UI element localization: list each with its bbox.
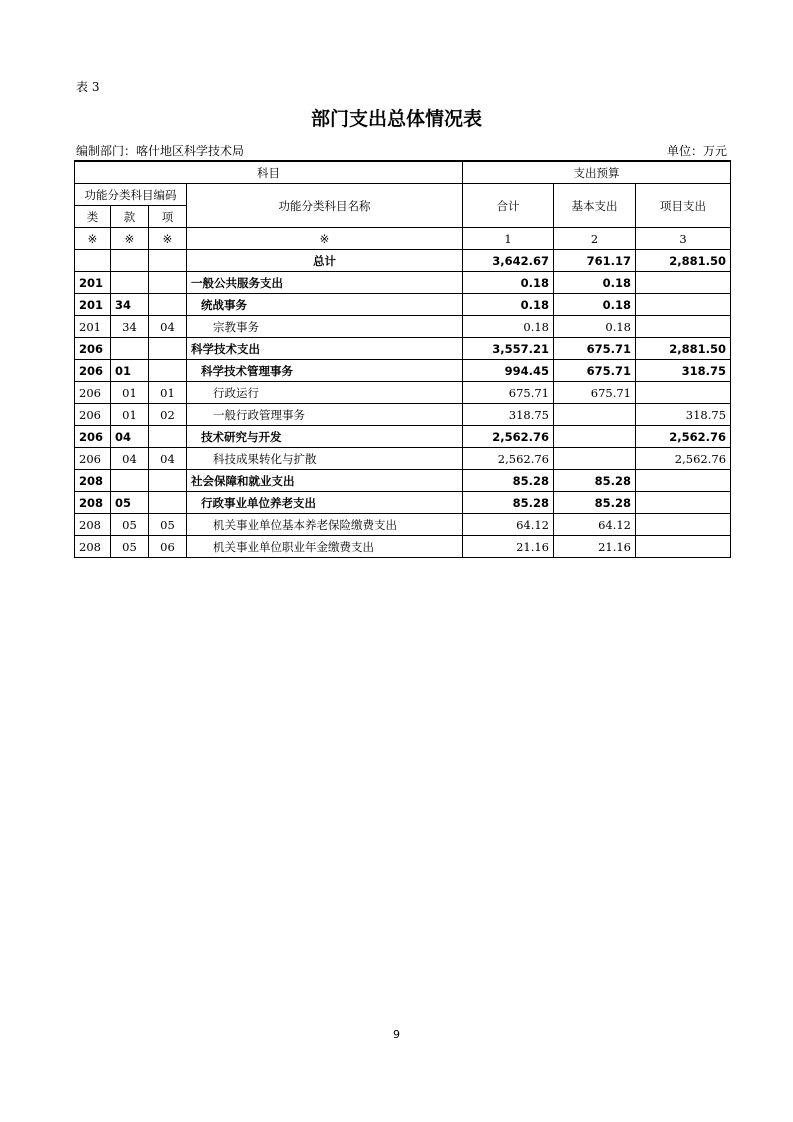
cell-total: 2,562.76 xyxy=(463,448,554,470)
cell-name: 宗教事务 xyxy=(187,316,463,338)
page-number: 9 xyxy=(393,1028,400,1041)
cell-basic xyxy=(554,448,636,470)
cell-xiang xyxy=(149,294,187,316)
cell-kuan: 04 xyxy=(111,448,149,470)
kuan-mark: ※ xyxy=(111,228,149,250)
cell-kuan: 01 xyxy=(111,404,149,426)
basic-header: 基本支出 xyxy=(554,184,636,228)
cell-lei: 201 xyxy=(75,272,111,294)
table-row xyxy=(75,492,731,514)
cell-total: 0.18 xyxy=(463,294,554,316)
table-row xyxy=(75,536,731,558)
cell-basic: 675.71 xyxy=(554,360,636,382)
col-1-index: 1 xyxy=(463,228,554,250)
cell-kuan: 05 xyxy=(111,536,149,558)
cell-name: 科技成果转化与扩散 xyxy=(187,448,463,470)
cell-total: 85.28 xyxy=(463,470,554,492)
cell-total: 2,562.76 xyxy=(463,426,554,448)
table-row xyxy=(75,426,731,448)
cell-lei: 206 xyxy=(75,382,111,404)
table-row xyxy=(75,514,731,536)
cell-total: 0.18 xyxy=(463,316,554,338)
cell-xiang xyxy=(149,338,187,360)
cell-project xyxy=(636,316,731,338)
cell-project xyxy=(636,470,731,492)
xiang-header: 项 xyxy=(149,206,187,228)
cell-total: 85.28 xyxy=(463,492,554,514)
col-3-index: 3 xyxy=(636,228,731,250)
cell-name: 统战事务 xyxy=(187,294,463,316)
cell-xiang: 04 xyxy=(149,448,187,470)
cell-basic: 761.17 xyxy=(554,250,636,272)
budget-header: 支出预算 xyxy=(463,161,731,184)
cell-xiang: 05 xyxy=(149,514,187,536)
cell-total: 0.18 xyxy=(463,272,554,294)
cell-lei: 208 xyxy=(75,536,111,558)
cell-lei: 206 xyxy=(75,448,111,470)
cell-project: 318.75 xyxy=(636,360,731,382)
cell-name: 总计 xyxy=(187,250,463,272)
cell-xiang xyxy=(149,360,187,382)
cell-name: 社会保障和就业支出 xyxy=(187,470,463,492)
table-number: 表 3 xyxy=(76,80,100,94)
cell-xiang: 02 xyxy=(149,404,187,426)
cell-project: 2,562.76 xyxy=(636,426,731,448)
xiang-mark: ※ xyxy=(149,228,187,250)
table-row xyxy=(75,250,731,272)
cell-total: 3,642.67 xyxy=(463,250,554,272)
table-row xyxy=(75,448,731,470)
expenditure-table xyxy=(74,160,731,558)
cell-name: 一般公共服务支出 xyxy=(187,272,463,294)
kuan-header: 款 xyxy=(111,206,149,228)
cell-basic: 0.18 xyxy=(554,272,636,294)
cell-project xyxy=(636,382,731,404)
department-label: 编制部门：喀什地区科学技术局 xyxy=(76,144,245,158)
cell-lei xyxy=(75,250,111,272)
cell-xiang: 04 xyxy=(149,316,187,338)
page-title: 部门支出总体情况表 xyxy=(310,108,482,130)
cell-basic: 0.18 xyxy=(554,294,636,316)
table-row xyxy=(75,360,731,382)
cell-xiang xyxy=(149,272,187,294)
cell-kuan: 34 xyxy=(111,294,149,316)
cell-lei: 201 xyxy=(75,294,111,316)
table-row xyxy=(75,470,731,492)
cell-xiang xyxy=(149,250,187,272)
cell-name: 技术研究与开发 xyxy=(187,426,463,448)
cell-basic: 85.28 xyxy=(554,470,636,492)
cell-lei: 208 xyxy=(75,470,111,492)
cell-kuan: 01 xyxy=(111,360,149,382)
subject-header: 科目 xyxy=(75,161,463,184)
cell-basic: 0.18 xyxy=(554,316,636,338)
table-row xyxy=(75,316,731,338)
project-header: 项目支出 xyxy=(636,184,731,228)
cell-basic xyxy=(554,426,636,448)
cell-kuan xyxy=(111,250,149,272)
code-group-header: 功能分类科目编码 xyxy=(75,184,187,206)
cell-project xyxy=(636,492,731,514)
cell-basic: 85.28 xyxy=(554,492,636,514)
cell-project: 2,881.50 xyxy=(636,250,731,272)
cell-basic: 675.71 xyxy=(554,338,636,360)
cell-total: 318.75 xyxy=(463,404,554,426)
cell-name: 科学技术支出 xyxy=(187,338,463,360)
cell-project xyxy=(636,536,731,558)
cell-kuan xyxy=(111,338,149,360)
cell-lei: 206 xyxy=(75,360,111,382)
cell-xiang: 06 xyxy=(149,536,187,558)
cell-kuan: 34 xyxy=(111,316,149,338)
cell-kuan: 05 xyxy=(111,492,149,514)
cell-kuan: 01 xyxy=(111,382,149,404)
cell-lei: 206 xyxy=(75,338,111,360)
cell-kuan: 05 xyxy=(111,514,149,536)
cell-xiang xyxy=(149,470,187,492)
table-row xyxy=(75,338,731,360)
cell-project: 2,562.76 xyxy=(636,448,731,470)
cell-total: 3,557.21 xyxy=(463,338,554,360)
cell-lei: 201 xyxy=(75,316,111,338)
table-row xyxy=(75,272,731,294)
cell-kuan xyxy=(111,272,149,294)
cell-xiang: 01 xyxy=(149,382,187,404)
cell-kuan xyxy=(111,470,149,492)
cell-basic xyxy=(554,404,636,426)
cell-lei: 208 xyxy=(75,492,111,514)
cell-kuan: 04 xyxy=(111,426,149,448)
table-row xyxy=(75,382,731,404)
cell-lei: 206 xyxy=(75,404,111,426)
cell-xiang xyxy=(149,492,187,514)
cell-basic: 64.12 xyxy=(554,514,636,536)
unit-label: 单位：万元 xyxy=(666,144,727,158)
cell-project xyxy=(636,294,731,316)
cell-name: 行政运行 xyxy=(187,382,463,404)
cell-basic: 21.16 xyxy=(554,536,636,558)
cell-name: 机关事业单位基本养老保险缴费支出 xyxy=(187,514,463,536)
cell-total: 21.16 xyxy=(463,536,554,558)
cell-total: 64.12 xyxy=(463,514,554,536)
total-header: 合计 xyxy=(463,184,554,228)
cell-project: 318.75 xyxy=(636,404,731,426)
cell-total: 994.45 xyxy=(463,360,554,382)
name-mark: ※ xyxy=(187,228,463,250)
cell-name: 一般行政管理事务 xyxy=(187,404,463,426)
cell-project xyxy=(636,272,731,294)
lei-mark: ※ xyxy=(75,228,111,250)
cell-lei: 208 xyxy=(75,514,111,536)
table-row xyxy=(75,294,731,316)
col-2-index: 2 xyxy=(554,228,636,250)
cell-project xyxy=(636,514,731,536)
cell-total: 675.71 xyxy=(463,382,554,404)
cell-name: 科学技术管理事务 xyxy=(187,360,463,382)
cell-name: 机关事业单位职业年金缴费支出 xyxy=(187,536,463,558)
lei-header: 类 xyxy=(75,206,111,228)
cell-basic: 675.71 xyxy=(554,382,636,404)
cell-xiang xyxy=(149,426,187,448)
cell-lei: 206 xyxy=(75,426,111,448)
cell-name: 行政事业单位养老支出 xyxy=(187,492,463,514)
name-header: 功能分类科目名称 xyxy=(187,184,463,228)
cell-project: 2,881.50 xyxy=(636,338,731,360)
table-row xyxy=(75,404,731,426)
